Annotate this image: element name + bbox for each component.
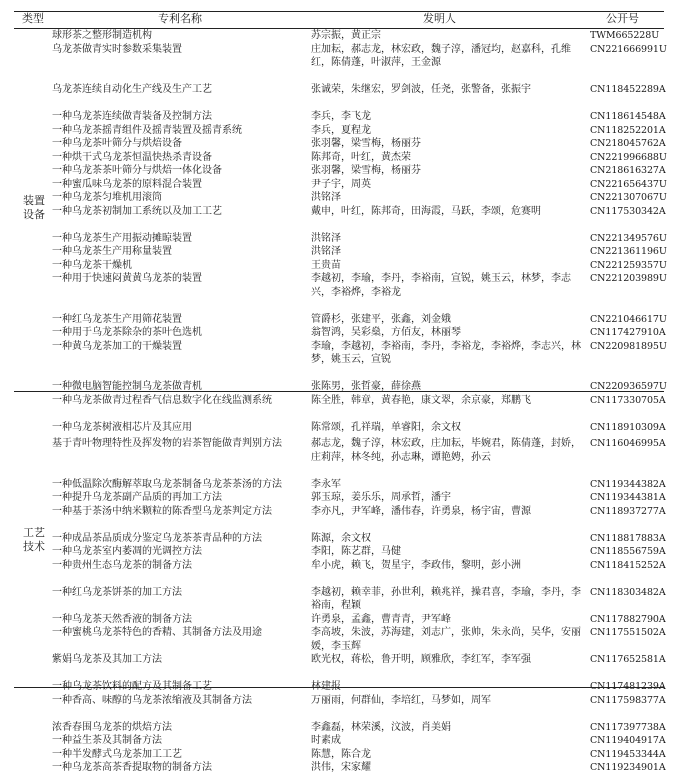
patent-publication-number: CN116046995A (590, 438, 666, 449)
patent-name: 一种微电脑智能控制乌龙茶做青机 (52, 381, 202, 392)
patent-inventors: 欧光权，蒋松，鲁开明，顾雅欣，李红军，李军强 (311, 654, 531, 665)
top-rule (14, 11, 664, 12)
patent-name: 一种蜜桃乌龙茶特色的香精、其制备方法及用途 (52, 627, 262, 638)
patent-name: 一种蜜瓜味乌龙茶的原料混合装置 (52, 178, 202, 190)
patent-publication-number: CN117397738A (590, 721, 666, 733)
patent-name: 一种乌龙茶树液相芯片及其应用 (52, 421, 192, 433)
patent-inventors: 张陈男，张哲豪，薛徐燕 (311, 381, 421, 392)
table-row (52, 613, 672, 627)
patent-inventors: 陈常颂，孔祥瑞，单睿阳，余文权 (311, 421, 461, 433)
patent-publication-number: CN118303482A (590, 586, 666, 598)
table-row (52, 164, 672, 178)
patent-name: 一种低温除次酶解萃取乌龙茶制备乌龙茶茶汤的方法 (52, 478, 282, 490)
table-row (52, 491, 672, 505)
patent-inventors: 洪铭泽 (311, 246, 341, 257)
patent-inventors: 张羽馨，梁雪梅，杨丽芬 (311, 138, 421, 149)
patent-publication-number: CN118452289A (590, 84, 666, 95)
patent-publication-number: CN118556759A (590, 546, 666, 557)
table-row (52, 83, 672, 110)
patent-inventors: 陈全胜，韩章，黄春艳，康文翠，余京豪，郑鹏飞 (311, 394, 531, 406)
patent-name: 基于青叶物理特性及挥发物的岩茶智能做青判别方法 (52, 438, 282, 449)
patent-publication-number: CN117598377A (590, 694, 666, 706)
patent-publication-number: CN221046617U (590, 313, 667, 325)
table-row (52, 137, 672, 151)
patent-inventors: 万丽雨，何群仙，李培红，马梦如，周军 (311, 694, 491, 706)
patent-name: 乌龙茶做青实时参数采集装置 (52, 43, 182, 55)
table-row (52, 734, 672, 748)
table-row (52, 259, 672, 273)
table-row (52, 340, 672, 381)
patent-inventors: 洪伟，宋家耀 (311, 762, 371, 773)
patent-publication-number: CN221349576U (590, 232, 667, 244)
patent-inventors: 陈慧，陈合龙 (311, 748, 371, 760)
patent-name: 一种乌龙茶做青过程香气信息数字化在线监测系统 (52, 394, 272, 406)
patent-inventors: 郭玉琼，姜乐乐，周承哲，潘宇 (311, 492, 451, 503)
patent-name: 一种贵州生态乌龙茶的制备方法 (52, 559, 192, 571)
table-row (52, 43, 672, 84)
table-row (52, 272, 672, 313)
patent-name: 紫娟乌龙茶及其加工方法 (52, 654, 162, 665)
patent-inventors: 张诚荣，朱继宏，罗剑波，任尧，张警备，张振宇 (311, 84, 531, 95)
patent-name: 一种红乌龙茶生产用筛花装置 (52, 313, 182, 325)
patent-inventors: 牟小虎，赖飞，贺星宇，李政伟，黎明，彭小洲 (311, 559, 521, 571)
category-process: 工艺 技术 (23, 526, 45, 553)
table-row (52, 110, 672, 124)
patent-publication-number: CN221307067U (590, 192, 667, 203)
patent-publication-number: CN221996688U (590, 151, 667, 163)
table-row (52, 421, 672, 435)
table-row (52, 245, 672, 259)
patent-inventors: 洪铭泽 (311, 232, 341, 244)
table-row (52, 721, 672, 735)
patent-publication-number: CN119453344A (590, 748, 666, 760)
patent-name: 一种乌龙茶生产用称量装置 (52, 246, 172, 257)
patent-publication-number: CN118252201A (590, 124, 666, 136)
patent-inventors: 李瑜，李越初，李裕南，李丹，李裕龙，李裕烨，李志兴，林梦，姚玉云，宣锐 (311, 340, 581, 365)
patent-publication-number: CN118910309A (590, 421, 666, 433)
patent-publication-number: CN119344382A (590, 478, 666, 490)
patent-name: 一种提升乌龙茶副产品质的再加工方法 (52, 492, 222, 503)
patent-name: 一种用于乌龙茶除杂的茶叶色选机 (52, 327, 202, 338)
patent-name: 一种乌龙茶饮料的配方及其制备工艺 (52, 681, 212, 692)
patent-publication-number: CN220981895U (590, 340, 667, 352)
patent-inventors: 李阳，陈艺群，马健 (311, 546, 401, 557)
table-row (52, 545, 672, 559)
patent-publication-number: CN118817883A (590, 532, 666, 544)
patent-name: 一种乌龙茶干燥机 (52, 259, 132, 271)
patent-publication-number: CN218045762A (590, 138, 666, 149)
patent-name: 一种乌龙茶高茶香提取物的制备方法 (52, 762, 212, 773)
patent-publication-number: CN221656437U (590, 178, 667, 190)
patent-inventors: 时素成 (311, 735, 341, 746)
patent-name: 浓香春围乌龙茶的烘焙方法 (52, 721, 172, 733)
patent-name: 一种乌龙茶摇青组件及摇青装置及摇青系统 (52, 124, 242, 136)
patent-publication-number: CN221361196U (590, 246, 667, 257)
patent-publication-number: CN118415252A (590, 559, 666, 571)
patent-inventors: 管爵杉，张建平，张鑫，刘金娥 (311, 313, 451, 325)
patent-inventors: 李亦凡，尹军峰，潘伟春，许勇泉，杨宇宙，曹源 (311, 505, 531, 517)
patent-inventors: 李高坡，朱波，苏海建，刘志广，张帅，朱永尚，吴华，安丽媛，李玉辉 (311, 627, 581, 652)
patent-inventors: 翁智鸿，吴彩燊，方佰友，林丽琴 (311, 327, 461, 338)
category-device: 装置 设备 (23, 194, 45, 221)
patent-publication-number: CN117551502A (590, 627, 666, 638)
patent-publication-number: CN221203989U (590, 273, 667, 284)
table-row (52, 586, 672, 613)
table-row (52, 232, 672, 246)
patent-name: 乌龙茶连续自动化生产线及生产工艺 (52, 84, 212, 95)
table-row (52, 326, 672, 340)
table-row (52, 124, 672, 138)
patent-name: 一种乌龙茶室内萎凋的光调控方法 (52, 546, 202, 557)
section-rule (14, 391, 664, 392)
patent-publication-number: CN119344381A (590, 492, 666, 503)
table-row (52, 478, 672, 492)
patent-name: 一种乌龙茶生产用振动摊晾装置 (52, 232, 192, 244)
patent-publication-number: CN218616327A (590, 165, 666, 176)
patent-inventors: 陈源，余文权 (311, 532, 371, 544)
patent-inventors: 张羽馨，梁雪梅，杨丽芬 (311, 165, 421, 176)
patent-inventors: 李永军 (311, 478, 341, 490)
table-row (52, 437, 672, 478)
patent-name: 一种香高、味醇的乌龙茶浓缩液及其制备方法 (52, 694, 252, 706)
bottom-rule (14, 687, 664, 688)
patent-inventors: 李越初，李瑜，李丹，李裕南，宣锐，姚玉云，林梦，李志兴，李裕烨，李裕龙 (311, 273, 571, 298)
patent-inventors: 李兵，夏程龙 (311, 124, 371, 136)
table-row (52, 532, 672, 546)
patent-inventors: 苏宗振，黄正宗 (311, 30, 381, 41)
patent-inventors: 李兵，李飞龙 (311, 111, 371, 122)
patent-name: 一种乌龙茶天然香液的制备方法 (52, 613, 192, 625)
patent-publication-number: CN117530342A (590, 205, 666, 217)
patent-publication-number: CN119234901A (590, 762, 666, 773)
patent-name: 一种乌龙茶茶叶筛分与烘焙一体化设备 (52, 165, 222, 176)
patent-name: 一种乌龙茶初制加工系统以及加工工艺 (52, 205, 222, 217)
patent-publication-number: CN119404917A (590, 735, 666, 746)
patent-publication-number: TWM665228U (590, 30, 660, 41)
table-row (52, 205, 672, 232)
table-row (52, 178, 672, 192)
patent-publication-number: CN117481239A (590, 681, 666, 692)
patent-inventors: 李越初，赖幸菲，孙世利，赖兆祥，操君喜，李瑜，李丹，李裕南，程颖 (311, 586, 581, 611)
patent-inventors: 王贵苗 (311, 259, 341, 271)
header-type: 类型 (22, 12, 44, 25)
header-name: 专利名称 (158, 12, 202, 25)
patent-name: 一种乌龙茶连续做青装备及控制方法 (52, 111, 212, 122)
table-row (52, 626, 672, 653)
patent-name: 一种益生茶及其制备方法 (52, 735, 162, 746)
patent-publication-number: CN117427910A (590, 327, 666, 338)
patent-name: 一种烘干式乌龙茶恒温快热杀青设备 (52, 151, 212, 163)
table-body (52, 29, 672, 775)
table-row (52, 748, 672, 762)
patent-publication-number: CN117652581A (590, 654, 666, 665)
table-row (52, 505, 672, 532)
patent-publication-number: CN221259357U (590, 259, 667, 271)
patent-inventors: 林建报 (311, 681, 341, 692)
header-inventors: 发明人 (423, 12, 456, 25)
patent-name: 一种基于茶汤中纳米颗粒的陈香型乌龙茶判定方法 (52, 505, 272, 517)
table-row (52, 151, 672, 165)
patent-publication-number: CN220936597U (590, 381, 667, 392)
patent-inventors: 戴申，叶红，陈邦奇，田海霞，马跃，李颂，危赛明 (311, 205, 541, 217)
patent-name: 一种乌龙茶匀堆机用滚筒 (52, 192, 162, 203)
header-publication: 公开号 (606, 12, 639, 25)
patent-publication-number: CN117882790A (590, 613, 666, 625)
patent-inventors: 李鑫磊，林荣溪，汶波，肖美娟 (311, 721, 451, 733)
table-row (52, 394, 672, 421)
patent-inventors: 庄加耘，郝志龙，林宏政，魏子淳，潘冠均，赵嘉科，孔维红，陈倩蓬，叶淑萍，王金源 (311, 43, 571, 68)
patent-name: 球形茶之整形制造机构 (52, 30, 152, 41)
patent-publication-number: CN118614548A (590, 111, 666, 122)
patent-inventors: 郝志龙，魏子淳，林宏政，庄加耘，毕婉君，陈倩蓬，封娇，庄莉萍，林冬纯，孙志琳，谭艳娉，孙云 (311, 438, 581, 463)
table-row (52, 313, 672, 327)
patent-name: 一种乌龙茶叶筛分与烘焙设备 (52, 138, 182, 149)
patent-name: 一种半发酵式乌龙茶加工工艺 (52, 748, 182, 760)
table-row (52, 653, 672, 680)
patent-inventors: 尹子宇，周英 (311, 178, 371, 190)
table-row (52, 761, 672, 775)
patent-inventors: 陈邦奇，叶红，黄杰荣 (311, 151, 411, 163)
patent-publication-number: CN118937277A (590, 505, 666, 517)
patent-inventors: 洪铭泽 (311, 192, 341, 203)
patent-name: 一种成品茶品质成分鉴定乌龙茶茶青品种的方法 (52, 532, 262, 544)
table-row (52, 191, 672, 205)
table-row (52, 559, 672, 586)
table-row (52, 694, 672, 721)
patent-inventors: 许勇泉，孟鑫，曹青青，尹军峰 (311, 613, 451, 625)
table-row (52, 29, 672, 43)
patent-name: 一种黄乌龙茶加工的干燥装置 (52, 340, 182, 352)
patent-name: 一种红乌龙茶饼茶的加工方法 (52, 586, 182, 598)
patent-name: 一种用于快速闷黄黄乌龙茶的装置 (52, 273, 202, 284)
patent-publication-number: CN221666991U (590, 43, 667, 55)
patent-publication-number: CN117330705A (590, 394, 666, 406)
